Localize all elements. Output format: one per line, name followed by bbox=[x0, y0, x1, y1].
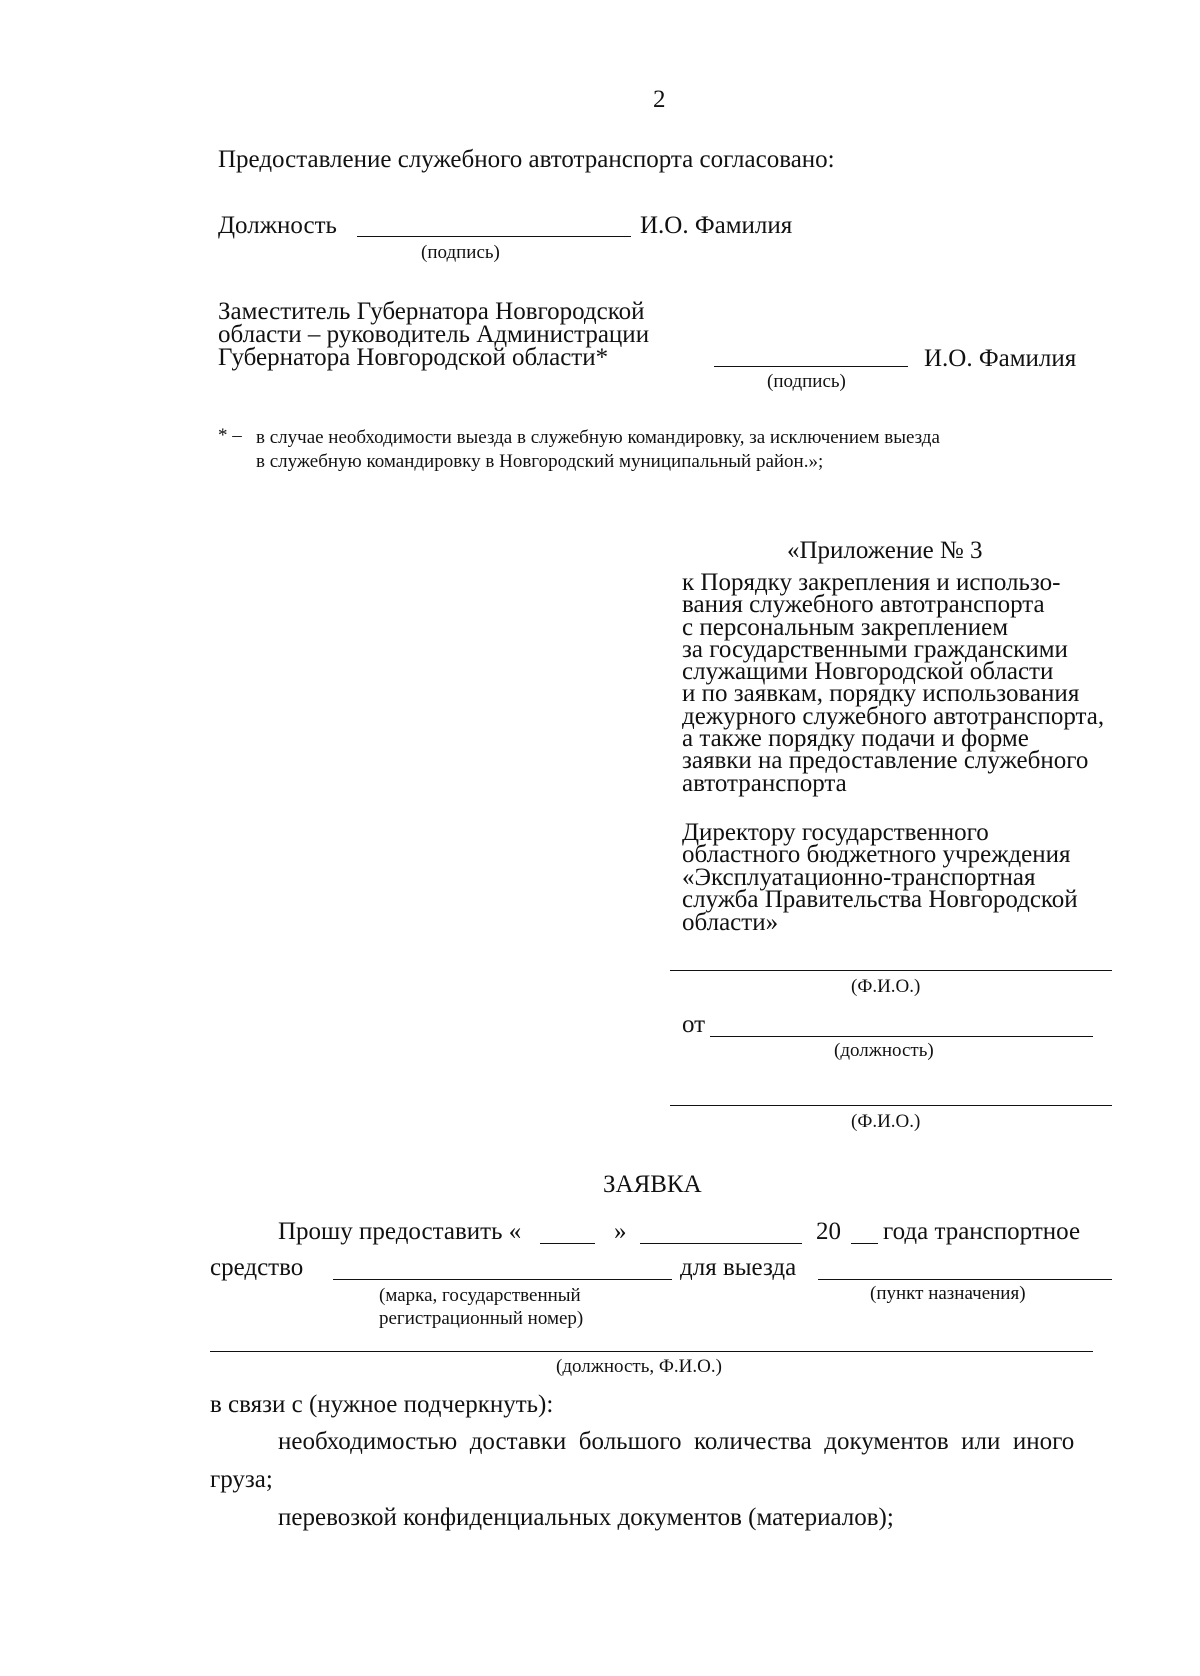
approval-name-placeholder: И.О. Фамилия bbox=[640, 212, 793, 239]
request-year-line bbox=[851, 1243, 878, 1244]
vehicle-line bbox=[333, 1279, 672, 1280]
appendix-line: с персональным закреплением bbox=[682, 613, 1009, 641]
approval-heading: Предоставление служебного автотранспорта согласовано: bbox=[218, 146, 835, 173]
from-label: от bbox=[682, 1011, 706, 1038]
addressee-text bbox=[682, 819, 1078, 936]
person-line bbox=[210, 1351, 1093, 1352]
request-year-prefix: 20 bbox=[816, 1218, 841, 1245]
vehicle-label: средство bbox=[210, 1254, 304, 1281]
deputy-title bbox=[218, 300, 649, 369]
addressee-line: «Эксплуатационно-транспортная bbox=[682, 863, 1036, 891]
footnote-marker: * – bbox=[218, 425, 242, 446]
appendix-line: дежурного служебного автотранспорта, bbox=[682, 702, 1105, 730]
deputy-name-placeholder: И.О. Фамилия bbox=[924, 345, 1077, 372]
addressee-fio-caption: (Ф.И.О.) bbox=[851, 976, 921, 997]
deputy-title-line: Заместитель Губернатора Новгородской bbox=[218, 298, 645, 325]
request-line1-part1: Прошу предоставить « bbox=[278, 1218, 522, 1245]
addressee-fio-line bbox=[670, 970, 1112, 971]
reason-1-line2: груза; bbox=[210, 1466, 273, 1493]
footnote-line: в случае необходимости выезда в служебную командировку, за исключением выезда bbox=[256, 427, 940, 448]
vehicle-caption bbox=[379, 1284, 583, 1330]
vehicle-caption-line: (марка, государственный bbox=[379, 1285, 581, 1306]
from-position-caption: (должность) bbox=[834, 1040, 934, 1061]
destination-caption: (пункт назначения) bbox=[870, 1283, 1026, 1304]
appendix-line: а также порядку подачи и форме bbox=[682, 725, 1029, 753]
request-line1-part2: » bbox=[614, 1218, 627, 1245]
from-fio-line bbox=[670, 1105, 1112, 1106]
deputy-title-line: области – руководитель Администрации bbox=[218, 321, 650, 348]
destination-line bbox=[818, 1279, 1112, 1280]
reason-1-line1: необходимостью доставки большого количества документов или иного bbox=[278, 1428, 1075, 1455]
reason-intro: в связи с (нужное подчеркнуть): bbox=[210, 1391, 554, 1418]
addressee-line: области» bbox=[682, 908, 779, 936]
from-fio-caption: (Ф.И.О.) bbox=[851, 1111, 921, 1132]
deputy-title-line: Губернатора Новгородской области* bbox=[218, 344, 609, 371]
approval-position-label: Должность bbox=[218, 212, 337, 239]
approval-signature-caption: (подпись) bbox=[421, 242, 500, 263]
vehicle-caption-line: регистрационный номер) bbox=[379, 1308, 584, 1329]
request-title: ЗАЯВКА bbox=[603, 1171, 702, 1198]
request-day-line bbox=[540, 1243, 595, 1244]
reason-2: перевозкой конфиденциальных документов (материалов); bbox=[278, 1504, 894, 1531]
deputy-signature-caption: (подпись) bbox=[767, 371, 846, 392]
footnote-line: в служебную командировку в Новгородский муниципальный район.»; bbox=[256, 451, 824, 472]
addressee-line: Директору государственного bbox=[682, 819, 989, 846]
appendix-line: к Порядку закрепления и использо- bbox=[682, 569, 1061, 596]
appendix-line: вания служебного автотранспорта bbox=[682, 591, 1045, 619]
approval-signature-line bbox=[357, 236, 631, 237]
footnote-text bbox=[256, 426, 940, 474]
addressee-line: областного бюджетного учреждения bbox=[682, 841, 1071, 869]
request-line1-part3: года транспортное bbox=[883, 1218, 1081, 1245]
appendix-line: и по заявкам, порядку использования bbox=[682, 680, 1080, 708]
appendix-line: заявки на предоставление служебного bbox=[682, 747, 1089, 775]
for-trip-label: для выезда bbox=[680, 1254, 797, 1281]
appendix-line: автотранспорта bbox=[682, 769, 847, 797]
deputy-signature-line bbox=[714, 366, 908, 367]
appendix-text bbox=[682, 569, 1105, 797]
from-position-line bbox=[710, 1036, 1093, 1037]
request-month-line bbox=[640, 1243, 802, 1244]
person-caption: (должность, Ф.И.О.) bbox=[556, 1356, 722, 1377]
appendix-line: служащими Новгородской области bbox=[682, 658, 1054, 686]
appendix-line: за государственными гражданскими bbox=[682, 635, 1068, 663]
appendix-title: «Приложение № 3 bbox=[787, 537, 983, 564]
addressee-line: служба Правительства Новгородской bbox=[682, 886, 1078, 914]
page-number: 2 bbox=[653, 86, 666, 113]
